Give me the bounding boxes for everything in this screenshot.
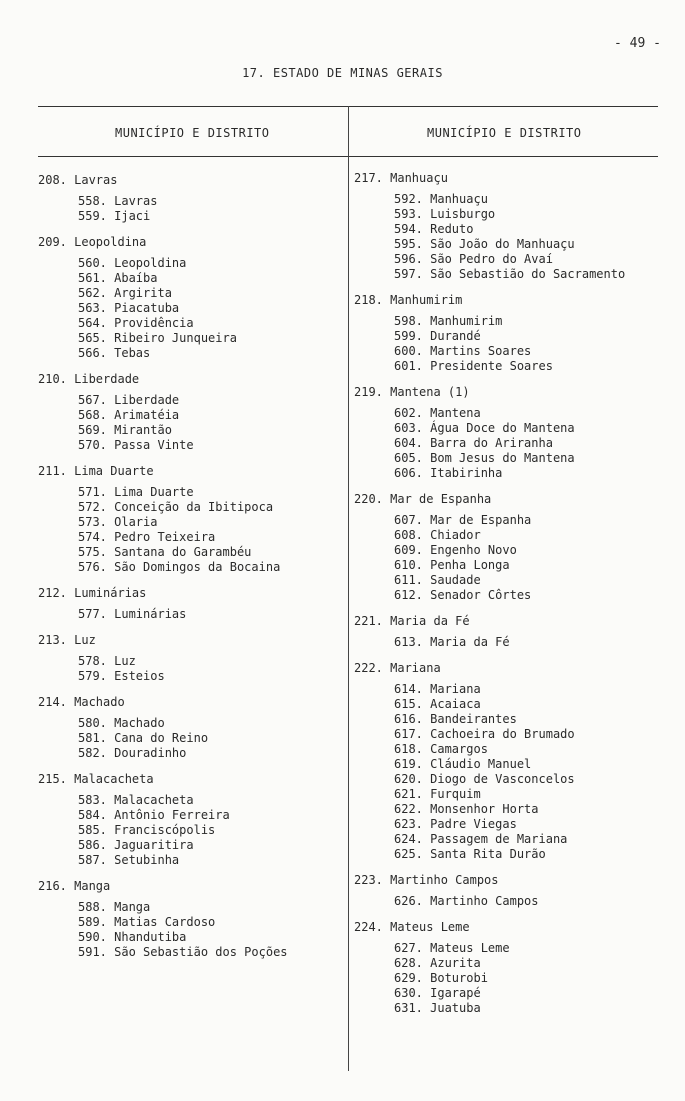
distrito-item: 573. Olaria (78, 515, 158, 529)
distrito-list (78, 654, 338, 684)
distrito-item: 596. São Pedro do Avaí (394, 252, 553, 266)
municipio-block (38, 694, 338, 761)
distrito-item: 566. Tebas (78, 346, 151, 360)
right-column-header: MUNICÍPIO E DISTRITO (427, 126, 582, 140)
distrito-item: 604. Barra do Ariranha (394, 436, 553, 450)
distrito-item: 623. Padre Viegas (394, 817, 517, 831)
distrito-item: 564. Providência (78, 316, 194, 330)
distrito-item: 572. Conceição da Ibitipoca (78, 500, 274, 514)
left-column-header: MUNICÍPIO E DISTRITO (115, 126, 270, 140)
municipio-block (38, 878, 338, 960)
municipio-name: 215. Malacacheta (38, 772, 154, 786)
municipio-block (354, 660, 674, 862)
distrito-item: 603. Água Doce do Mantena (394, 421, 575, 435)
distrito-item: 627. Mateus Leme (394, 941, 510, 955)
distrito-item: 631. Juatuba (394, 1001, 481, 1015)
distrito-item: 622. Monsenhor Horta (394, 802, 539, 816)
distrito-item: 617. Cachoeira do Brumado (394, 727, 575, 741)
distrito-item: 591. São Sebastião dos Poções (78, 945, 288, 959)
distrito-item: 576. São Domingos da Bocaina (78, 560, 281, 574)
right-column (354, 170, 674, 1016)
municipio-name: 218. Manhumirim (354, 293, 463, 307)
distrito-item: 616. Bandeirantes (394, 712, 517, 726)
distrito-item: 607. Mar de Espanha (394, 513, 532, 527)
distrito-list (78, 793, 338, 868)
distrito-list (78, 607, 338, 622)
distrito-item: 629. Boturobi (394, 971, 488, 985)
municipio-block (38, 632, 338, 684)
distrito-item: 619. Cláudio Manuel (394, 757, 532, 771)
distrito-item: 614. Mariana (394, 682, 481, 696)
distrito-item: 580. Machado (78, 716, 165, 730)
municipio-name: 208. Lavras (38, 173, 118, 187)
distrito-item: 592. Manhuaçu (394, 192, 488, 206)
distrito-item: 609. Engenho Novo (394, 543, 517, 557)
distrito-list (394, 314, 674, 374)
distrito-item: 598. Manhumirim (394, 314, 503, 328)
distrito-item: 626. Martinho Campos (394, 894, 539, 908)
distrito-item: 562. Argirita (78, 286, 172, 300)
municipio-block (354, 872, 674, 909)
distrito-list (78, 393, 338, 453)
distrito-item: 569. Mirantão (78, 423, 172, 437)
distrito-list (394, 406, 674, 481)
distrito-list (394, 635, 674, 650)
distrito-list (394, 192, 674, 282)
municipio-name: 212. Luminárias (38, 586, 147, 600)
municipio-block (38, 585, 338, 622)
municipio-block (354, 384, 674, 481)
municipio-block (38, 172, 338, 224)
municipio-name: 219. Mantena (1) (354, 385, 470, 399)
distrito-item: 599. Durandé (394, 329, 481, 343)
municipio-block (354, 919, 674, 1016)
distrito-list (394, 682, 674, 862)
distrito-item: 585. Franciscópolis (78, 823, 216, 837)
municipio-block (38, 234, 338, 361)
municipio-name: 221. Maria da Fé (354, 614, 470, 628)
distrito-item: 605. Bom Jesus do Mantena (394, 451, 575, 465)
column-divider (348, 106, 349, 1071)
distrito-item: 559. Ijaci (78, 209, 151, 223)
distrito-item: 612. Senador Côrtes (394, 588, 532, 602)
distrito-list (394, 513, 674, 603)
municipio-name: 216. Manga (38, 879, 111, 893)
page-title: 17. ESTADO DE MINAS GERAIS (242, 66, 443, 80)
municipio-name: 214. Machado (38, 695, 125, 709)
distrito-list (394, 894, 674, 909)
municipio-block (38, 771, 338, 868)
distrito-item: 625. Santa Rita Durão (394, 847, 546, 861)
municipio-name: 220. Mar de Espanha (354, 492, 492, 506)
distrito-list (78, 716, 338, 761)
distrito-item: 628. Azurita (394, 956, 481, 970)
distrito-item: 575. Santana do Garambéu (78, 545, 252, 559)
distrito-item: 578. Luz (78, 654, 136, 668)
distrito-item: 583. Malacacheta (78, 793, 194, 807)
municipio-name: 217. Manhuaçu (354, 171, 448, 185)
municipio-name: 222. Mariana (354, 661, 441, 675)
distrito-item: 601. Presidente Soares (394, 359, 553, 373)
distrito-item: 630. Igarapé (394, 986, 481, 1000)
municipio-name: 213. Luz (38, 633, 96, 647)
left-column (38, 172, 338, 960)
distrito-item: 558. Lavras (78, 194, 158, 208)
municipio-block (354, 170, 674, 282)
municipio-block (38, 371, 338, 453)
distrito-item: 593. Luisburgo (394, 207, 496, 221)
distrito-item: 610. Penha Longa (394, 558, 510, 572)
distrito-item: 613. Maria da Fé (394, 635, 510, 649)
distrito-item: 581. Cana do Reino (78, 731, 209, 745)
distrito-item: 594. Reduto (394, 222, 474, 236)
municipio-name: 224. Mateus Leme (354, 920, 470, 934)
distrito-item: 615. Acaiaca (394, 697, 481, 711)
distrito-item: 606. Itabirinha (394, 466, 503, 480)
distrito-item: 600. Martins Soares (394, 344, 532, 358)
distrito-item: 589. Matias Cardoso (78, 915, 216, 929)
distrito-item: 587. Setubinha (78, 853, 180, 867)
distrito-list (78, 485, 338, 575)
distrito-item: 588. Manga (78, 900, 151, 914)
page-number: - 49 - (614, 36, 661, 51)
distrito-list (78, 256, 338, 361)
distrito-item: 586. Jaguaritira (78, 838, 194, 852)
distrito-item: 621. Furquim (394, 787, 481, 801)
distrito-item: 574. Pedro Teixeira (78, 530, 216, 544)
distrito-item: 597. São Sebastião do Sacramento (394, 267, 626, 281)
distrito-item: 563. Piacatuba (78, 301, 180, 315)
distrito-item: 611. Saudade (394, 573, 481, 587)
distrito-item: 618. Camargos (394, 742, 488, 756)
distrito-item: 565. Ribeiro Junqueira (78, 331, 237, 345)
municipio-block (38, 463, 338, 575)
municipio-name: 209. Leopoldina (38, 235, 147, 249)
distrito-item: 571. Lima Duarte (78, 485, 194, 499)
distrito-list (394, 941, 674, 1016)
distrito-item: 590. Nhandutiba (78, 930, 187, 944)
distrito-item: 620. Diogo de Vasconcelos (394, 772, 575, 786)
distrito-list (78, 194, 338, 224)
distrito-item: 570. Passa Vinte (78, 438, 194, 452)
distrito-item: 595. São João do Manhuaçu (394, 237, 575, 251)
municipio-block (354, 613, 674, 650)
distrito-item: 582. Douradinho (78, 746, 187, 760)
distrito-item: 624. Passagem de Mariana (394, 832, 568, 846)
municipio-name: 211. Lima Duarte (38, 464, 154, 478)
distrito-item: 579. Esteios (78, 669, 165, 683)
municipio-block (354, 292, 674, 374)
distrito-list (78, 900, 338, 960)
distrito-item: 584. Antônio Ferreira (78, 808, 230, 822)
distrito-item: 602. Mantena (394, 406, 481, 420)
distrito-item: 567. Liberdade (78, 393, 180, 407)
distrito-item: 560. Leopoldina (78, 256, 187, 270)
municipio-name: 223. Martinho Campos (354, 873, 499, 887)
municipio-name: 210. Liberdade (38, 372, 140, 386)
distrito-item: 568. Arimatéia (78, 408, 180, 422)
distrito-item: 577. Luminárias (78, 607, 187, 621)
distrito-item: 608. Chiador (394, 528, 481, 542)
distrito-item: 561. Abaíba (78, 271, 158, 285)
municipio-block (354, 491, 674, 603)
